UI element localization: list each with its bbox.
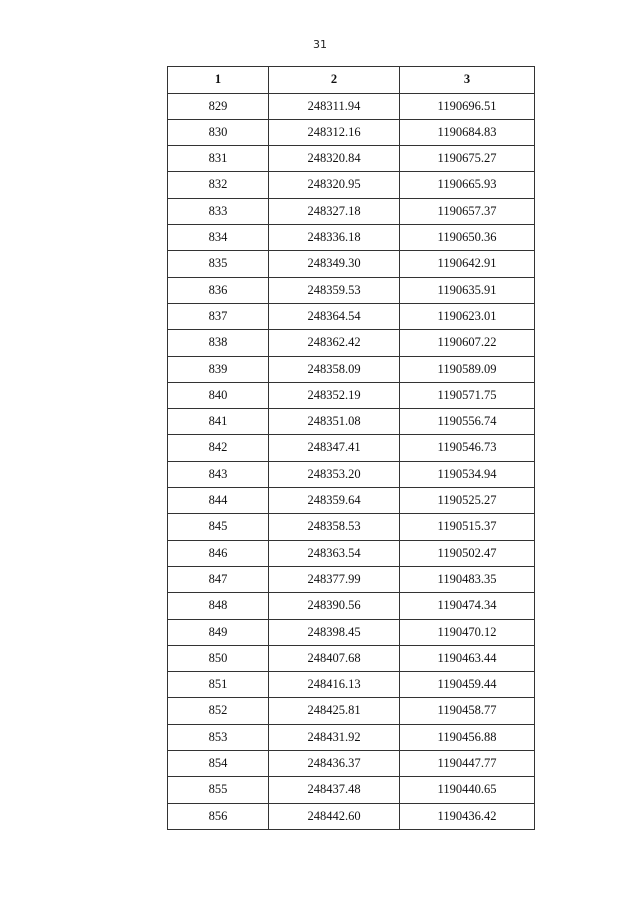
x-coordinate-cell: 248312.16 bbox=[269, 119, 400, 145]
point-number-cell: 835 bbox=[168, 251, 269, 277]
table-row bbox=[168, 93, 535, 119]
table-row bbox=[168, 409, 535, 435]
table-row bbox=[168, 514, 535, 540]
x-coordinate-cell: 248431.92 bbox=[269, 724, 400, 750]
x-coordinate-cell: 248311.94 bbox=[269, 93, 400, 119]
table-row bbox=[168, 119, 535, 145]
table-row bbox=[168, 225, 535, 251]
page-number: 31 bbox=[313, 38, 327, 51]
table-row bbox=[168, 751, 535, 777]
table-row bbox=[168, 593, 535, 619]
table-row bbox=[168, 435, 535, 461]
column-header-3: 3 bbox=[400, 67, 535, 94]
table-row bbox=[168, 698, 535, 724]
y-coordinate-cell: 1190456.88 bbox=[400, 724, 535, 750]
column-header-2: 2 bbox=[269, 67, 400, 94]
y-coordinate-cell: 1190447.77 bbox=[400, 751, 535, 777]
y-coordinate-cell: 1190440.65 bbox=[400, 777, 535, 803]
point-number-cell: 855 bbox=[168, 777, 269, 803]
y-coordinate-cell: 1190684.83 bbox=[400, 119, 535, 145]
point-number-cell: 842 bbox=[168, 435, 269, 461]
table-row bbox=[168, 172, 535, 198]
y-coordinate-cell: 1190436.42 bbox=[400, 803, 535, 829]
table-row bbox=[168, 356, 535, 382]
table-body bbox=[168, 93, 535, 829]
x-coordinate-cell: 248436.37 bbox=[269, 751, 400, 777]
x-coordinate-cell: 248390.56 bbox=[269, 593, 400, 619]
y-coordinate-cell: 1190502.47 bbox=[400, 540, 535, 566]
point-number-cell: 843 bbox=[168, 461, 269, 487]
point-number-cell: 849 bbox=[168, 619, 269, 645]
x-coordinate-cell: 248437.48 bbox=[269, 777, 400, 803]
y-coordinate-cell: 1190458.77 bbox=[400, 698, 535, 724]
table-row bbox=[168, 645, 535, 671]
table-row bbox=[168, 198, 535, 224]
point-number-cell: 845 bbox=[168, 514, 269, 540]
y-coordinate-cell: 1190515.37 bbox=[400, 514, 535, 540]
point-number-cell: 854 bbox=[168, 751, 269, 777]
y-coordinate-cell: 1190546.73 bbox=[400, 435, 535, 461]
x-coordinate-cell: 248398.45 bbox=[269, 619, 400, 645]
point-number-cell: 833 bbox=[168, 198, 269, 224]
point-number-cell: 839 bbox=[168, 356, 269, 382]
x-coordinate-cell: 248349.30 bbox=[269, 251, 400, 277]
x-coordinate-cell: 248347.41 bbox=[269, 435, 400, 461]
x-coordinate-cell: 248351.08 bbox=[269, 409, 400, 435]
y-coordinate-cell: 1190657.37 bbox=[400, 198, 535, 224]
y-coordinate-cell: 1190474.34 bbox=[400, 593, 535, 619]
point-number-cell: 834 bbox=[168, 225, 269, 251]
point-number-cell: 836 bbox=[168, 277, 269, 303]
x-coordinate-cell: 248442.60 bbox=[269, 803, 400, 829]
point-number-cell: 847 bbox=[168, 566, 269, 592]
table-header-row bbox=[168, 67, 535, 94]
y-coordinate-cell: 1190483.35 bbox=[400, 566, 535, 592]
point-number-cell: 832 bbox=[168, 172, 269, 198]
y-coordinate-cell: 1190534.94 bbox=[400, 461, 535, 487]
y-coordinate-cell: 1190525.27 bbox=[400, 488, 535, 514]
y-coordinate-cell: 1190463.44 bbox=[400, 645, 535, 671]
table-row bbox=[168, 251, 535, 277]
column-header-1: 1 bbox=[168, 67, 269, 94]
x-coordinate-cell: 248359.64 bbox=[269, 488, 400, 514]
point-number-cell: 856 bbox=[168, 803, 269, 829]
table-row bbox=[168, 540, 535, 566]
point-number-cell: 850 bbox=[168, 645, 269, 671]
table-row bbox=[168, 803, 535, 829]
x-coordinate-cell: 248425.81 bbox=[269, 698, 400, 724]
point-number-cell: 851 bbox=[168, 672, 269, 698]
table-row bbox=[168, 566, 535, 592]
table-row bbox=[168, 303, 535, 329]
y-coordinate-cell: 1190623.01 bbox=[400, 303, 535, 329]
y-coordinate-cell: 1190665.93 bbox=[400, 172, 535, 198]
y-coordinate-cell: 1190607.22 bbox=[400, 330, 535, 356]
point-number-cell: 831 bbox=[168, 146, 269, 172]
point-number-cell: 852 bbox=[168, 698, 269, 724]
y-coordinate-cell: 1190696.51 bbox=[400, 93, 535, 119]
x-coordinate-cell: 248416.13 bbox=[269, 672, 400, 698]
x-coordinate-cell: 248358.09 bbox=[269, 356, 400, 382]
point-number-cell: 837 bbox=[168, 303, 269, 329]
y-coordinate-cell: 1190675.27 bbox=[400, 146, 535, 172]
point-number-cell: 829 bbox=[168, 93, 269, 119]
x-coordinate-cell: 248352.19 bbox=[269, 382, 400, 408]
point-number-cell: 848 bbox=[168, 593, 269, 619]
x-coordinate-cell: 248320.95 bbox=[269, 172, 400, 198]
table-row bbox=[168, 488, 535, 514]
point-number-cell: 830 bbox=[168, 119, 269, 145]
x-coordinate-cell: 248359.53 bbox=[269, 277, 400, 303]
y-coordinate-cell: 1190556.74 bbox=[400, 409, 535, 435]
x-coordinate-cell: 248358.53 bbox=[269, 514, 400, 540]
point-number-cell: 841 bbox=[168, 409, 269, 435]
y-coordinate-cell: 1190589.09 bbox=[400, 356, 535, 382]
point-number-cell: 844 bbox=[168, 488, 269, 514]
table-row bbox=[168, 277, 535, 303]
y-coordinate-cell: 1190635.91 bbox=[400, 277, 535, 303]
x-coordinate-cell: 248320.84 bbox=[269, 146, 400, 172]
x-coordinate-cell: 248364.54 bbox=[269, 303, 400, 329]
x-coordinate-cell: 248362.42 bbox=[269, 330, 400, 356]
table-row bbox=[168, 146, 535, 172]
x-coordinate-cell: 248363.54 bbox=[269, 540, 400, 566]
table-row bbox=[168, 672, 535, 698]
point-number-cell: 838 bbox=[168, 330, 269, 356]
table-row bbox=[168, 619, 535, 645]
point-number-cell: 846 bbox=[168, 540, 269, 566]
y-coordinate-cell: 1190650.36 bbox=[400, 225, 535, 251]
x-coordinate-cell: 248377.99 bbox=[269, 566, 400, 592]
table-header bbox=[168, 67, 535, 94]
x-coordinate-cell: 248336.18 bbox=[269, 225, 400, 251]
point-number-cell: 840 bbox=[168, 382, 269, 408]
table-row bbox=[168, 330, 535, 356]
x-coordinate-cell: 248353.20 bbox=[269, 461, 400, 487]
coordinates-table bbox=[167, 66, 535, 830]
y-coordinate-cell: 1190459.44 bbox=[400, 672, 535, 698]
y-coordinate-cell: 1190470.12 bbox=[400, 619, 535, 645]
y-coordinate-cell: 1190571.75 bbox=[400, 382, 535, 408]
table-row bbox=[168, 777, 535, 803]
point-number-cell: 853 bbox=[168, 724, 269, 750]
x-coordinate-cell: 248327.18 bbox=[269, 198, 400, 224]
table-row bbox=[168, 461, 535, 487]
table-row bbox=[168, 724, 535, 750]
x-coordinate-cell: 248407.68 bbox=[269, 645, 400, 671]
table-row bbox=[168, 382, 535, 408]
y-coordinate-cell: 1190642.91 bbox=[400, 251, 535, 277]
